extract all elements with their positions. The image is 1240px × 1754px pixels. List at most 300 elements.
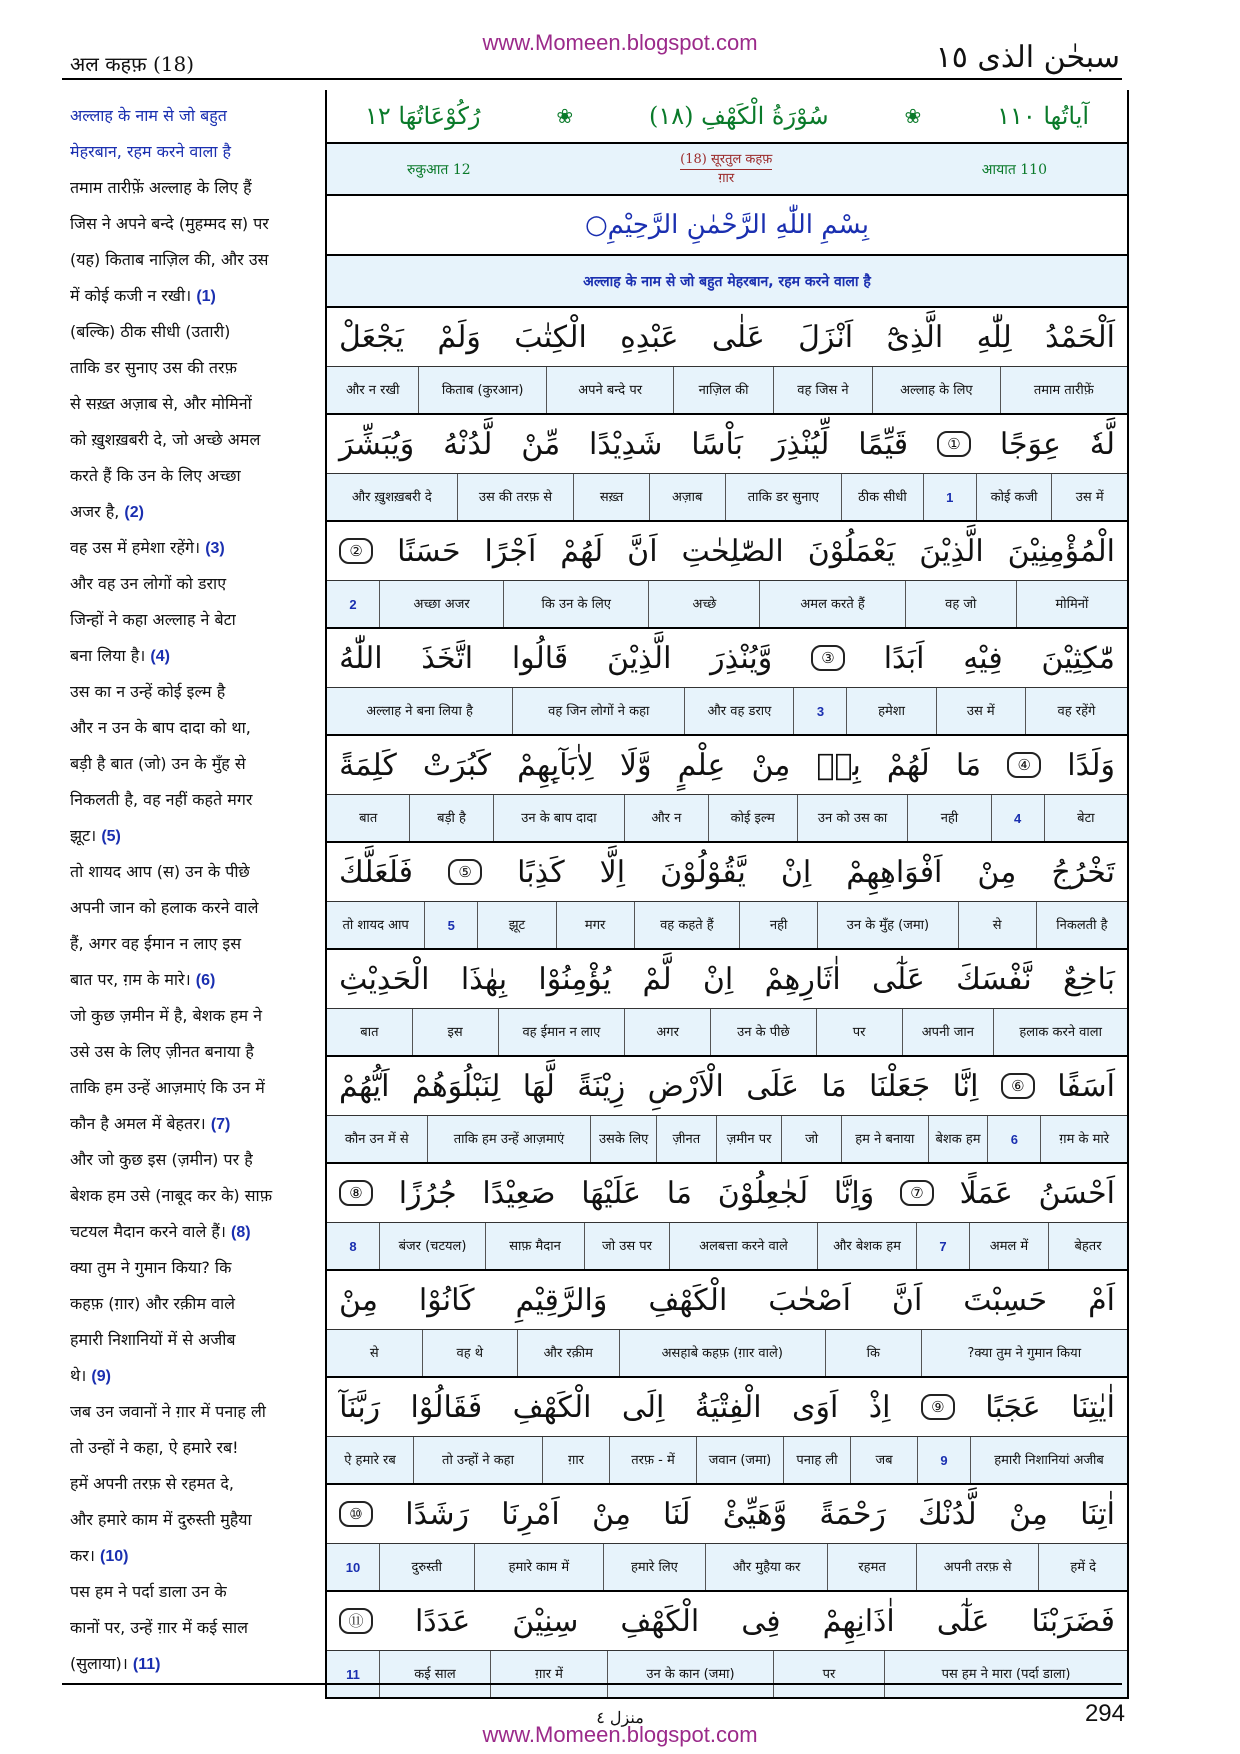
translation-text: बेशक हम उसे (नाबूद कर के) साफ़ (70, 1186, 273, 1205)
translation-text: जिन्हों ने कहा अल्लाह ने बेटा (70, 610, 236, 629)
verse-number: (9) (91, 1368, 111, 1385)
arabic-word: نَّفْسَكَ (956, 961, 1032, 997)
translation-line (70, 458, 320, 494)
word-translation-cell: पर (773, 1651, 884, 1697)
arabic-word: حَسِبْتَ (963, 1282, 1048, 1318)
word-translation-cell: और न रखी (346, 382, 400, 398)
translation-text: उस का न उन्हें कोई इल्म है (70, 682, 226, 701)
arabic-word: مِنْ (591, 1496, 631, 1532)
word-translation-cell: वह ईमान न लाए (498, 1009, 625, 1055)
arabic-word: اَنَّ (627, 533, 658, 569)
arabic-word: شَدِیْدًا (589, 426, 663, 462)
arabic-word: اَفْوَاهِهِمْ (846, 854, 943, 890)
translation-text: (बल्कि) ठीक सीधी (उतारी) (70, 322, 231, 341)
arabic-word: مَا (821, 1068, 847, 1104)
word-translation-cell: रहमत (827, 1544, 916, 1590)
word-translation-cell: अल्लाह ने बना लिया है (366, 703, 473, 719)
word-translation-cell: ऐ हमारे रब (344, 1452, 396, 1468)
arabic-word: یَجْعَلْ (339, 319, 404, 355)
arabic-word: عَجَبًا (985, 1389, 1041, 1425)
word-translation-cell: ग़ार में (490, 1651, 607, 1697)
arabic-word: الْمُؤْمِنِیْنَ (1007, 533, 1115, 569)
arabic-word: عَلٰی (711, 319, 765, 355)
translation-line (70, 422, 320, 458)
word-translation-cell: उन के बाप दादा (493, 795, 624, 841)
ruku-count-arabic: رُكُوْعَاتُهَا ١٢ (364, 102, 481, 130)
translation-line (70, 1250, 320, 1286)
word-translation-cell: मगर (556, 902, 634, 948)
arabic-verse-line (327, 1378, 1127, 1437)
arabic-word: الْحَدِیْثِ (339, 961, 430, 997)
translation-line (70, 1538, 320, 1574)
word-translation-cell: जो उस पर (584, 1223, 669, 1269)
arabic-word: یُؤْمِنُوْا (538, 961, 612, 997)
arabic-word: فِیْهِ (963, 640, 1003, 676)
arabic-word: اٰتِنَا (1080, 1496, 1115, 1532)
arabic-word: وَلَمْ (437, 319, 481, 355)
arabic-word: اَیُّهُمْ (339, 1068, 390, 1104)
word-translation-cell: किताब (कुरआन) (418, 367, 545, 413)
arabic-word: فَضَرَبْنَا (1031, 1603, 1115, 1639)
translation-text: तमाम तारीफ़ें अल्लाह के लिए हैं (70, 178, 252, 197)
arabic-word: اٰیٰتِنَا (1071, 1389, 1115, 1425)
verse-number: (6) (195, 972, 216, 989)
arabic-word: الْكَهْفِ (512, 1389, 592, 1425)
word-translation-cell: जवान (जमा) (696, 1437, 783, 1483)
word-translation-row (327, 688, 1127, 736)
word-translation-cell: बात (360, 1024, 379, 1040)
translation-line (70, 1358, 320, 1394)
translation-text: चटयल मैदान करने वाले हैं। (70, 1222, 226, 1241)
arabic-word: اِذْ (868, 1389, 891, 1425)
word-translation-cell: अल्लाह के लिए (872, 367, 999, 413)
translation-text: जिस ने अपने बन्दे (मुहम्मद स) पर (70, 214, 269, 233)
word-translation-cell: हमारी निशानियां अजीब (970, 1437, 1127, 1483)
bismillah-arabic: بِسْمِ اللّٰهِ الرَّحْمٰنِ الرَّحِیْمِ○ (327, 196, 1127, 256)
arabic-word: اِنَّا (952, 1068, 979, 1104)
word-translation-cell: ज़ीनत (656, 1116, 716, 1162)
word-translation-cell: उस की तरफ़ से (457, 474, 574, 520)
word-translation-cell: बड़ी है (409, 795, 492, 841)
word-translation-cell: बात (359, 810, 378, 826)
translation-text: जो कुछ ज़मीन में है, बेशक हम ने (70, 1006, 262, 1025)
translation-text: और न उन के बाप दादा को था, (70, 718, 251, 737)
word-translation-cell: झूट (477, 902, 555, 948)
arabic-word: عَدَدًا (414, 1603, 471, 1639)
word-translation-cell: वह जिस ने (773, 367, 872, 413)
word-translation-cell: बेहतर (1048, 1223, 1127, 1269)
arabic-word: مَا (666, 1175, 692, 1211)
manzil-label: منزل ٤ (596, 1708, 644, 1727)
translation-text: तो शायद आप (स) उन के पीछे (70, 862, 250, 881)
ayah-marker-icon: ③ (811, 645, 845, 671)
arabic-verse-line (327, 1271, 1127, 1330)
arabic-word: جُرُزًا (398, 1175, 457, 1211)
arabic-word: الَّذِیْٓ (886, 319, 944, 355)
ayah-marker-icon: ⑤ (448, 859, 482, 885)
arabic-word: لَّمْ (642, 961, 672, 997)
arabic-word: وَاِنَّا (833, 1175, 875, 1211)
translation-text: (यह) किताब नाज़िल की, और उस (70, 250, 269, 269)
translation-text: हमें अपनी तरफ़ से रहमत दे, (70, 1474, 234, 1493)
arabic-verse-line (327, 629, 1127, 688)
translation-line (70, 314, 320, 350)
word-translation-cell: उन के मुँह (जमा) (817, 902, 957, 948)
word-translation-cell: अगर (624, 1009, 710, 1055)
page-header-right: سبحٰن الذی ١٥ (935, 40, 1120, 75)
translation-line (70, 782, 320, 818)
ayah-marker-icon: ⑨ (921, 1394, 955, 1420)
word-translation-cell: कोई इल्म (708, 795, 797, 841)
word-translation-cell: वह थे (422, 1330, 518, 1376)
arabic-word: لِاٰبَآىِٕهِمْ (517, 747, 594, 783)
translation-line (70, 1430, 320, 1466)
word-translation-cell: कौन उन में से (344, 1131, 409, 1147)
ayah-marker-icon: ⑦ (900, 1180, 934, 1206)
word-translation-cell: बेशक हम (928, 1116, 988, 1162)
surah-name-hindi-meaning: ग़ार (718, 170, 735, 186)
translation-line (70, 998, 320, 1034)
translation-text: थे। (70, 1366, 87, 1385)
word-translation-cell: हमें दे (1038, 1544, 1127, 1590)
verse-number-cell: 2 (349, 596, 357, 612)
verse-rows (327, 308, 1127, 1699)
word-translation-cell: से (369, 1345, 379, 1361)
word-translation-cell: नाज़िल की (673, 367, 772, 413)
translation-text: से सख़्त अज़ाब से, और मोमिनों (70, 394, 252, 413)
word-translation-cell: और बेशक हम (817, 1223, 916, 1269)
arabic-word: قَیِّمًا (858, 426, 909, 462)
word-translation-cell: तो शायद आप (342, 917, 409, 933)
translation-text: झूट। (70, 826, 97, 845)
word-translation-cell: उन के कान (जमा) (607, 1651, 773, 1697)
arabic-word: لَهُمْ (886, 747, 930, 783)
surah-name-hindi-top: (18) सूरतुल कहफ़ (680, 151, 772, 170)
arabic-word: صَعِیْدًا (482, 1175, 556, 1211)
verse-number-cell: 6 (987, 1116, 1040, 1162)
arabic-word: عَلَیْهَا (581, 1175, 642, 1211)
arabic-word: اَوَی (792, 1389, 839, 1425)
word-translation-cell: नही (907, 795, 990, 841)
word-translation-cell: कोई कजी (976, 474, 1052, 520)
arabic-word: اِنْ (780, 854, 812, 890)
arabic-word: بَاْسًا (691, 426, 743, 462)
arabic-word: عَلَی (746, 1068, 800, 1104)
translation-text: कौन है अमल में बेहतर। (70, 1114, 206, 1133)
translation-line (70, 854, 320, 890)
word-translation-cell: क्या तुम ने गुमान किया? (921, 1330, 1128, 1376)
translation-text: और जो कुछ इस (ज़मीन) पर है (70, 1150, 253, 1169)
translation-line (70, 98, 320, 134)
arabic-word: اَحْسَنُ (1038, 1175, 1115, 1211)
arabic-word: مِنْ (1008, 1496, 1048, 1532)
arabic-word: الْفِتْیَةُ (694, 1389, 762, 1425)
arabic-word: اَنْزَلَ (798, 319, 854, 355)
translation-text: कानों पर, उन्हें ग़ार में कई साल (70, 1618, 248, 1637)
word-translation-row (327, 1223, 1127, 1271)
arabic-word: بِهٰذَا (460, 961, 508, 997)
arabic-word: یَّقُوْلُوْنَ (660, 854, 746, 890)
word-translation-cell: अपनी जान (902, 1009, 994, 1055)
verse-number-cell: 7 (916, 1223, 969, 1269)
verse-number: (2) (124, 504, 144, 521)
word-translation-cell: और रक़ीम (517, 1330, 619, 1376)
translation-text: निकलती है, वह नहीं कहते मगर (70, 790, 253, 809)
arabic-word: كَانُوْا (418, 1282, 475, 1318)
word-translation-cell: अलबत्ता करने वाले (669, 1223, 817, 1269)
verse-number-cell: 4 (991, 795, 1044, 841)
arabic-word: رَحْمَةً (819, 1496, 886, 1532)
word-translation-cell: ग़ार (542, 1437, 609, 1483)
ayah-marker-icon: ⑩ (339, 1501, 373, 1527)
word-translation-cell: ठीक सीधी (841, 474, 923, 520)
translation-text: और वह उन लोगों को डराए (70, 574, 227, 593)
translation-line (70, 1034, 320, 1070)
verse-number-cell: 11 (346, 1666, 360, 1682)
word-translation-cell: तरफ़ - में (609, 1437, 696, 1483)
arabic-word: وَّلَا (619, 747, 652, 783)
translation-line (70, 1214, 320, 1250)
arabic-word: اِلَّا (599, 854, 626, 890)
arabic-word: اِنْ (702, 961, 734, 997)
arabic-verse-line (327, 843, 1127, 902)
translation-text: अल्लाह के नाम से जो बहुत (70, 106, 227, 125)
translation-line (70, 494, 320, 530)
ruku-count-hindi: रुकुआत 12 (407, 161, 471, 178)
translation-text: और हमारे काम में दुरुस्ती मुहैया (70, 1510, 252, 1529)
translation-text: तो उन्हों ने कहा, ऐ हमारे रब! (70, 1438, 239, 1457)
ayah-marker-icon: ⑥ (1001, 1073, 1035, 1099)
arabic-word: تَخْرُجُ (1051, 854, 1115, 890)
arabic-word: وَّیُنْذِرَ (710, 640, 773, 676)
verse-number-cell: 9 (917, 1437, 970, 1483)
translation-text: को ख़ुशख़बरी दे, जो अच्छे अमल (70, 430, 261, 449)
word-translation-cell: उस में (936, 688, 1025, 734)
surah-name-arabic: سُوْرَةُ الْكَهْفِ (١٨) (648, 102, 829, 130)
arabic-word: عَلٰٓی (871, 961, 925, 997)
word-translation-cell: हम ने बनाया (841, 1116, 928, 1162)
word-translation-cell: उसके लिए (590, 1116, 656, 1162)
arabic-word: كَذِبًا (517, 854, 565, 890)
translation-text: बात पर, ग़म के मारे। (70, 970, 191, 989)
verse-number: (4) (150, 648, 170, 665)
arabic-word: مَا (955, 747, 982, 783)
word-translation-cell: मोमिनों (1016, 581, 1127, 627)
word-translation-row (327, 1651, 1127, 1699)
translation-text: अजर है, (70, 502, 120, 521)
translation-line (70, 530, 320, 566)
arabic-word: مِّنْ (521, 426, 561, 462)
arabic-word: مِنْ (339, 1282, 378, 1318)
word-translation-cell: हमेशा (846, 688, 935, 734)
translation-text: मेहरबान, रहम करने वाला है (70, 142, 232, 161)
translation-text: वह उस में हमेशा रहेंगे। (70, 538, 201, 557)
translation-text: हमारी निशानियों में से अजीब (70, 1330, 236, 1349)
verse-number-cell: 10 (345, 1559, 361, 1575)
word-translation-cell: हमारे लिए (603, 1544, 705, 1590)
word-translation-cell: दुरुस्ती (379, 1544, 474, 1590)
arabic-word: لِنَبْلُوَهُمْ (411, 1068, 501, 1104)
verse-number: (5) (101, 828, 121, 845)
surah-name-hindi (680, 151, 772, 188)
word-translation-cell: हलाक करने वाला (993, 1009, 1127, 1055)
arabic-word: مّٰكِثِیْنَ (1041, 640, 1115, 676)
arabic-word: عَمَلًا (959, 1175, 1013, 1211)
translation-line (70, 1106, 320, 1142)
word-translation-cell: कि उन के लिए (503, 581, 648, 627)
word-translation-cell: और न (624, 795, 707, 841)
arabic-word: لَّهَا (522, 1068, 555, 1104)
arabic-verse-line (327, 736, 1127, 795)
ayah-marker-icon: ② (339, 538, 373, 564)
word-translation-row (327, 474, 1127, 522)
translation-line (70, 710, 320, 746)
arabic-word: وَلَدًا (1067, 747, 1115, 783)
translation-line (70, 1394, 320, 1430)
arabic-word: رَشَدًا (405, 1496, 469, 1532)
word-translation-cell: और वह डराए (684, 688, 793, 734)
word-translation-cell: तो उन्हों ने कहा (413, 1437, 542, 1483)
word-translation-cell: ज़मीन पर (716, 1116, 782, 1162)
arabic-word: كَلِمَةً (339, 747, 397, 783)
arabic-word: اٰذَانِهِمْ (822, 1603, 895, 1639)
flower-icon: ❀ (904, 104, 922, 128)
arabic-word: اَجْرًا (484, 533, 537, 569)
header-rule (62, 78, 1122, 80)
arabic-word: اَمْرِنَا (501, 1496, 560, 1532)
translation-line (70, 746, 320, 782)
arabic-word: لِّیُنْذِرَ (771, 426, 830, 462)
translation-line (70, 1322, 320, 1358)
flower-icon: ❀ (556, 104, 574, 128)
translation-text: बड़ी है बात (जो) उन के मुँह से (70, 754, 246, 773)
arabic-word: جَعَلْنَا (869, 1068, 931, 1104)
arabic-word: اَلْحَمْدُ (1045, 319, 1115, 355)
ayah-marker-icon: ⑪ (339, 1608, 373, 1634)
arabic-verse-line (327, 1485, 1127, 1544)
translation-line (70, 926, 320, 962)
arabic-word: وَّهَیِّئْ (722, 1496, 788, 1532)
text-panel (325, 90, 1129, 1699)
word-translation-cell: ग़म के मारे (1040, 1116, 1127, 1162)
word-translation-cell: कि (825, 1330, 921, 1376)
word-translation-row (327, 902, 1127, 950)
arabic-word: اتَّخَذَ (421, 640, 474, 676)
translation-line (70, 818, 320, 854)
surah-info-row (327, 144, 1127, 196)
arabic-word: لَّدُنْكَ (918, 1496, 977, 1532)
arabic-word: عَبْدِهِ (620, 319, 679, 355)
arabic-word: اَصْحٰبَ (768, 1282, 851, 1318)
arabic-word: مِنْ (977, 854, 1017, 890)
verse-number: (1) (196, 288, 216, 305)
arabic-word: عَلٰٓی (936, 1603, 990, 1639)
word-translation-cell: वह कहते हैं (634, 902, 739, 948)
arabic-word: الَّذِیْنَ (919, 533, 984, 569)
word-translation-row (327, 795, 1127, 843)
page-header-left: अल कहफ़ (18) (70, 52, 195, 76)
translation-line (70, 638, 320, 674)
footer-url-link[interactable]: www.Momeen.blogspot.com (482, 1722, 758, 1747)
word-translation-row (327, 1009, 1127, 1057)
arabic-word: مِنْ (751, 747, 791, 783)
arabic-word: الَّذِیْنَ (607, 640, 672, 676)
verse-number: (11) (132, 1656, 161, 1673)
surah-title-row (327, 90, 1127, 144)
ayat-count-hindi: आयात 110 (981, 161, 1047, 178)
word-translation-cell: बंजर (चटयल) (379, 1223, 485, 1269)
translation-line (70, 1610, 320, 1646)
translation-text: में कोई कजी न रखी। (70, 286, 192, 305)
translation-text: (सुलाया)। (70, 1654, 128, 1673)
word-translation-cell: बेटा (1044, 795, 1127, 841)
arabic-word: لَجٰعِلُوْنَ (717, 1175, 809, 1211)
arabic-word: سِنِیْنَ (512, 1603, 579, 1639)
translation-line (70, 1574, 320, 1610)
translation-text: ताकि हम उन्हें आज़माएं कि उन में (70, 1078, 265, 1097)
translation-line (70, 1646, 320, 1682)
page-number: 294 (1084, 1700, 1125, 1727)
arabic-word: الْكَهْفِ (620, 1603, 700, 1639)
translation-text: क्या तुम ने गुमान किया? कि (70, 1258, 232, 1277)
verse-number: (7) (210, 1116, 231, 1133)
word-translation-cell: और ख़ुशख़बरी दे (351, 489, 432, 505)
arabic-word: رَبَّنَآ (339, 1389, 381, 1425)
word-translation-row (327, 1116, 1127, 1164)
ayah-marker-icon: ④ (1007, 752, 1041, 778)
translation-text: कहफ़ (ग़ार) और रक़ीम वाले (70, 1294, 235, 1313)
translation-line (70, 1142, 320, 1178)
translation-text: कर। (70, 1546, 95, 1565)
translation-line (70, 674, 320, 710)
arabic-word: اَبَدًا (883, 640, 925, 676)
word-translation-cell: तमाम तारीफ़ें (1000, 367, 1127, 413)
arabic-verse-line (327, 950, 1127, 1009)
word-translation-row (327, 367, 1127, 415)
translation-text: पस हम ने पर्दा डाला उन के (70, 1582, 227, 1601)
arabic-verse-line (327, 308, 1127, 367)
arabic-word: لَنَا (663, 1496, 691, 1532)
header-url-link[interactable]: www.Momeen.blogspot.com (482, 30, 758, 55)
arabic-word: عِلْمٍ (677, 747, 726, 783)
word-translation-cell: अपनी तरफ़ से (916, 1544, 1039, 1590)
arabic-word: وَالرَّقِیْمِ (515, 1282, 608, 1318)
arabic-word: عِوَجًا (999, 426, 1061, 462)
arabic-word: فَقَالُوْا (410, 1389, 483, 1425)
translation-line (70, 134, 320, 170)
arabic-word: لَهُمْ (560, 533, 604, 569)
ayah-marker-icon: ① (937, 431, 971, 457)
ayah-marker-icon: ⑧ (339, 1180, 373, 1206)
word-translation-row (327, 1437, 1127, 1485)
arabic-word: اَنَّ (891, 1282, 923, 1318)
arabic-word: اَمْ (1088, 1282, 1115, 1318)
word-translation-cell: साफ़ मैदान (485, 1223, 584, 1269)
footer-rule (62, 1683, 1122, 1685)
arabic-word: الْكَهْفِ (648, 1282, 728, 1318)
word-translation-cell: निकलती है (1036, 902, 1127, 948)
translation-line (70, 1286, 320, 1322)
word-translation-cell: अमल में (969, 1223, 1048, 1269)
word-translation-cell: और मुहैया कर (705, 1544, 828, 1590)
word-translation-cell: जो (781, 1116, 841, 1162)
word-translation-cell: अमल करते हैं (759, 581, 904, 627)
word-translation-cell: उस में (1051, 474, 1127, 520)
translation-line (70, 1178, 320, 1214)
bismillah-translation: अल्लाह के नाम से जो बहुत मेहरबान, रहम करने वाला है (327, 256, 1127, 308)
arabic-word: لَّهٗ (1089, 426, 1115, 462)
arabic-word: فَلَعَلَّكَ (339, 854, 414, 890)
